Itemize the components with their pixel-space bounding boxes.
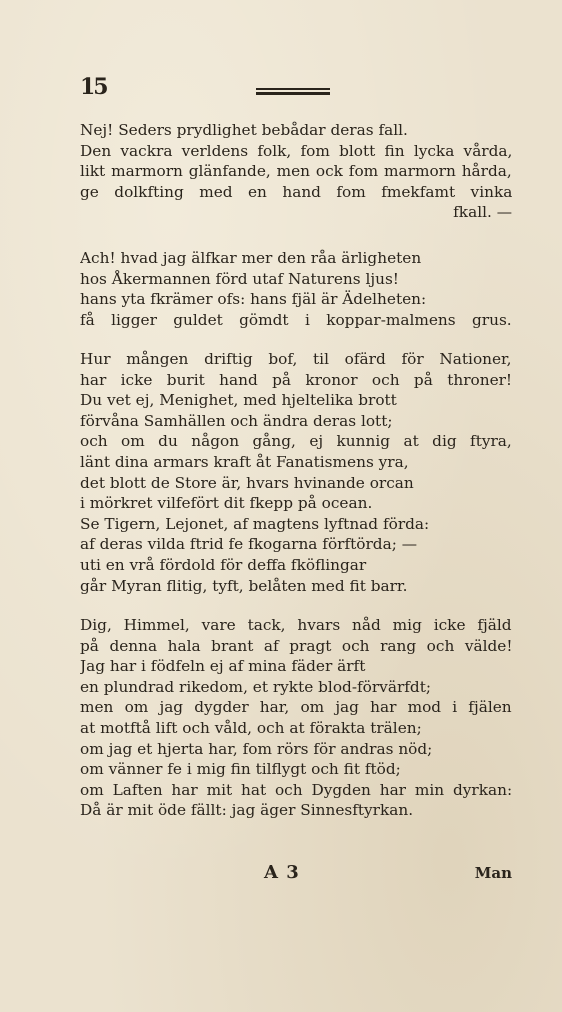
- verse-line: om Laften har mit hat och Dygden har min dyrkan:: [80, 780, 512, 799]
- signature-mark: A 3: [264, 862, 300, 883]
- verse-line: förvåna Samhällen och ändra deras lott;: [80, 411, 393, 430]
- verse-line: Då är mit öde fällt: jag äger Sinnesftyrkan.: [80, 801, 414, 820]
- verse-line: uti en vrå fördold för deffa fköflingar: [80, 555, 367, 574]
- verse-line: af deras vilda ftrid fe fkogarna förftörda; —: [80, 535, 418, 554]
- page-number: 15: [80, 74, 107, 100]
- verse-line: hans yta fkrämer ofs: hans fjäl är Ädelheten:: [80, 290, 427, 309]
- stanza-1: [80, 120, 512, 223]
- verse-line: Du vet ej, Menighet, med hjeltelika brott: [80, 391, 397, 410]
- verse-line: men om jag dygder har, om jag har mod i fjälen: [80, 698, 512, 717]
- verse-line: Nej! Seders prydlighet bebådar deras fall.: [80, 121, 408, 139]
- stanza-4: [80, 615, 512, 821]
- verse-line: Dig, Himmel, vare tack, hvars nåd mig icke fjäld: [80, 616, 512, 634]
- verse-line: i mörkret vilfefört dit fkepp på ocean.: [80, 494, 373, 513]
- verse-line: Hur mången driftig bof, til ofärd för Nationer,: [80, 350, 512, 368]
- verse-line: på denna hala brant af pragt och rang och välde!: [80, 636, 512, 655]
- verse-line: går Myran flitig, tyft, belåten med fit barr.: [80, 576, 408, 595]
- verse-line: ge dolkfting med en hand fom fmekfamt vinka: [80, 182, 512, 201]
- verse-line: Jag har i födfeln ej af mina fäder ärft: [80, 657, 366, 676]
- verse-line: har icke burit hand på kronor och på throner!: [80, 370, 512, 389]
- verse-line: Ach! hvad jag älfkar mer den råa ärligheten: [80, 249, 422, 267]
- verse-line: at motftå lift och våld, och at förakta trälen;: [80, 718, 422, 737]
- verse-line: likt marmorn glänfande, men ock fom marmorn hårda,: [80, 162, 512, 181]
- verse-line: länt dina armars kraft åt Fanatismens yra,: [80, 452, 409, 471]
- verse-line: och om du någon gång, ej kunnig at dig ftyra,: [80, 432, 512, 451]
- verse-line: om jag et hjerta har, fom rörs för andras nöd;: [80, 739, 433, 758]
- verse-line: Se Tigern, Lejonet, af magtens lyftnad förda:: [80, 514, 430, 533]
- verse-line: det blott de Store är, hvars hvinande orcan: [80, 473, 414, 492]
- header-ornament-rule: [256, 88, 330, 95]
- verse-line: hos Åkermannen förd utaf Naturens ljus!: [80, 269, 399, 288]
- verse-line-continuation: fkall. —: [453, 203, 512, 222]
- verse-line: en plundrad rikedom, et rykte blod-förvärfdt;: [80, 677, 432, 696]
- stanza-2: [80, 248, 512, 330]
- verse-line: om vänner fe i mig fin tilflygt och fit ftöd;: [80, 760, 401, 779]
- catchword: Man: [474, 864, 512, 882]
- verse-line: få ligger guldet gömdt i koppar-malmens grus.: [80, 310, 512, 329]
- verse-line: Den vackra verldens folk, fom blott fin lycka vårda,: [80, 141, 512, 160]
- stanza-3: [80, 349, 512, 596]
